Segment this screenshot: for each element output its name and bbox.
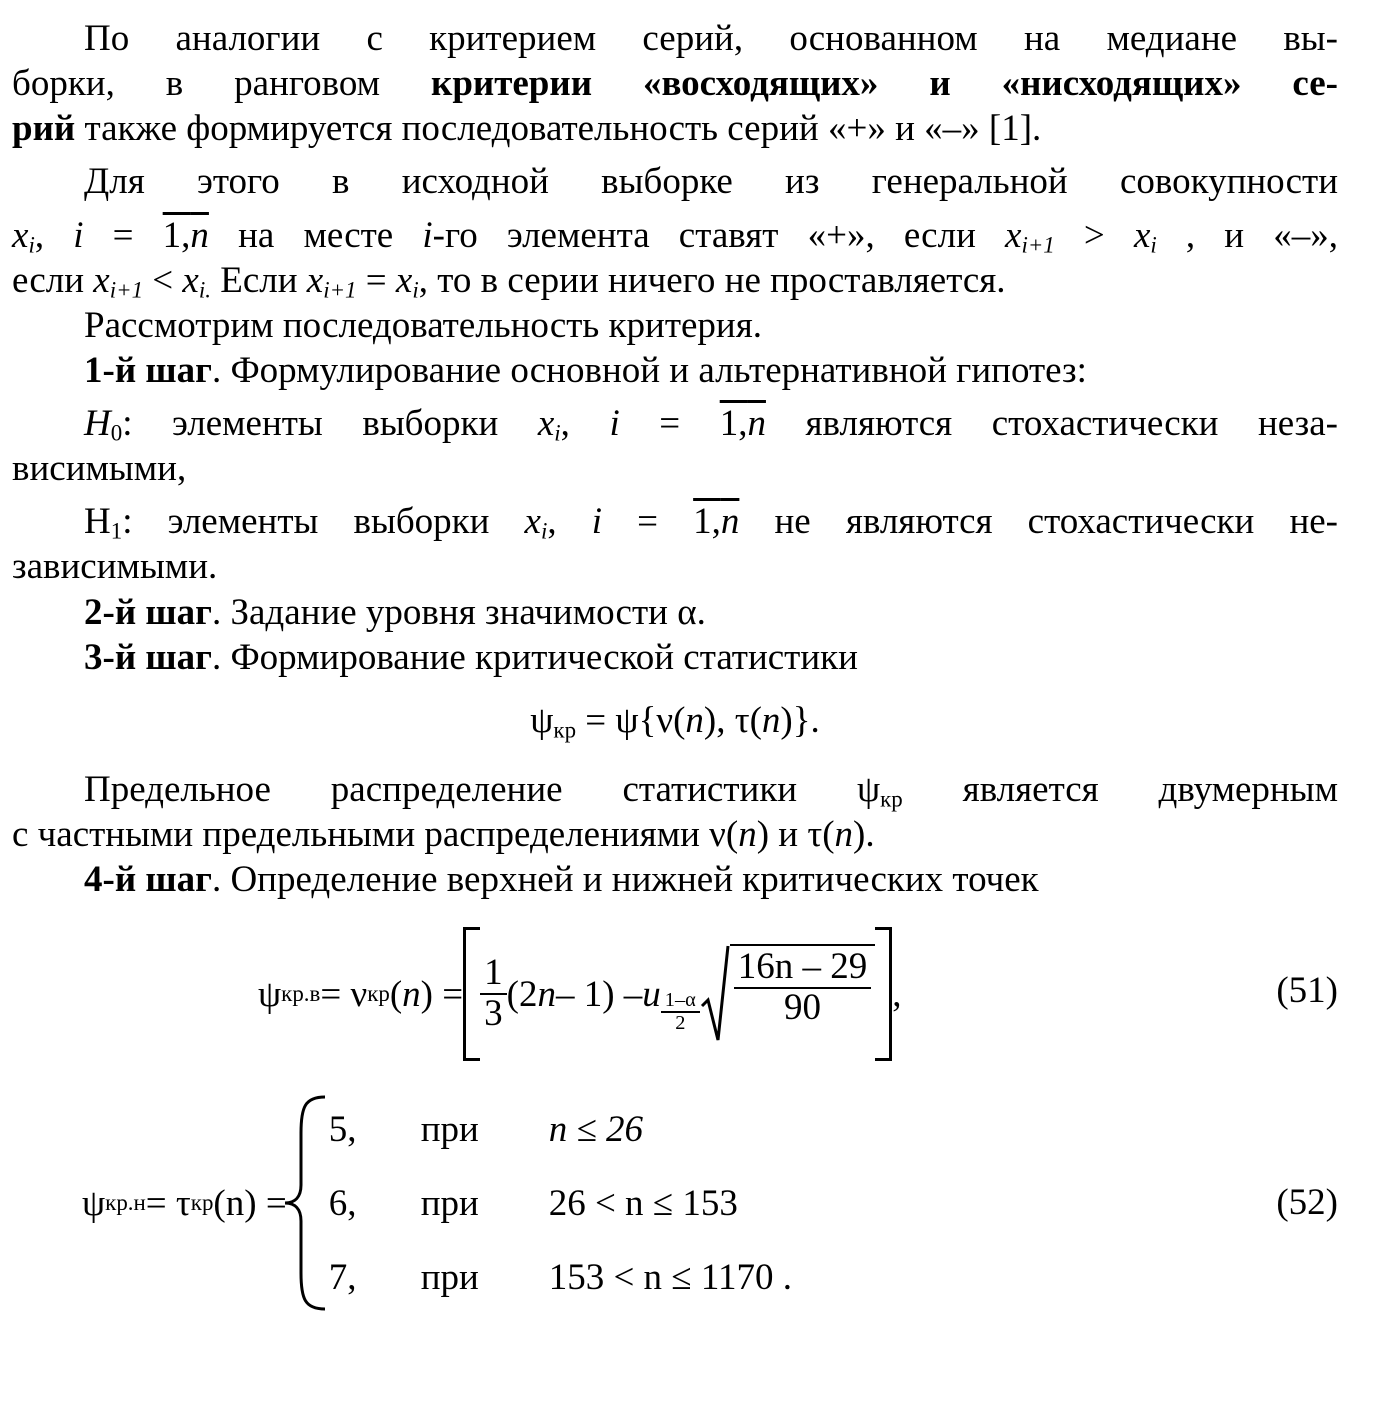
bold-term-end: рий [12,108,76,150]
radical-sign-icon [700,944,730,1044]
step-4: 4-й шаг. Определение верхней и нижней критических точек [84,859,1039,901]
case-row: 7, при 153 < n ≤ 1170 . [328,1256,792,1298]
equation-number-51: (51) [1276,970,1338,1012]
paragraph-2-line-1: Для этого в исходной выборке из генеральной совокупности [84,161,1338,203]
bold-term: критерии «восходящих» и «нисходящих» се- [431,63,1339,105]
hypothesis-h0-line-1: $H_0$: элементы выборки $x_i$, i = 1,n являются стохастически неза- [84,403,1338,446]
equation-52 [12,1088,1338,1318]
step-2: 2-й шаг. Задание уровня значимости α. [84,591,706,633]
cases-table [329,1092,792,1314]
range-notation: 1,n [719,403,766,444]
right-bracket [875,927,892,1061]
case-row: 6, при 26 < n ≤ 153 [328,1182,738,1224]
paragraph-2-line-2: $x_i$, i = 1,n на месте i-го элемента ставят «+», если $x_{i+1} > x_i$ , и «–», [12,214,1339,258]
hypothesis-h0-line-2: висимыми, [12,448,187,490]
paragraph-1-line-2: борки, в ранговом критерии «восходящих» и «нисходящих» се- [12,63,1339,105]
paragraph-4-line-1: Предельное распределение статистики $\psi_{кр}$ является двумерным [84,768,1338,812]
equation-51-body: ψ кр.в = ν кр ( n ) = $\frac{1}{3}$ (2 n – 1) – u $\frac{1-\alpha}{2}$ $\frac{16n - 29}{90}$ , [258,924,902,1064]
left-bracket [463,927,480,1061]
step-2-label: 2-й шаг [84,591,212,633]
equation-51 [12,924,1338,1074]
formula-psi-kr: $\psi_{кр} = \psi\{\nu(n)$, τ(n)}. [530,699,820,743]
step-3-label: 3-й шаг [84,636,212,678]
step-1: 1-й шаг. Формулирование основной и альтернативной гипотез: [84,349,1087,391]
equation-52-body: ψ кр.н = τ кр (n) = 5, при n ≤ 26 6, при 26 < n ≤ 153 7, при 153 < n ≤ 1170 . [82,1088,792,1318]
equation-number-52: (52) [1276,1182,1338,1224]
range-notation: 1,n [693,501,740,543]
hypothesis-h1-line-2: зависимыми. [12,546,218,588]
paragraph-4-line-2: с частными предельными распределениями ν(n) и τ(n). [12,814,875,855]
curly-brace-icon [283,1093,329,1313]
step-4-label: 4-й шаг [84,859,212,901]
case-row: 5, при n ≤ 26 [328,1108,643,1150]
paragraph-3: Рассмотрим последовательность критерия. [84,304,762,346]
fraction-one-third: $\frac{1}{3}$ [480,954,507,1034]
range-notation: 1,n [162,214,209,256]
u-subscript: $\frac{1-\alpha}{2}$ [661,990,700,1035]
step-1-label: 1-й шаг [84,349,212,391]
paragraph-1-line-1: По аналогии с критерием серий, основанном на медиане вы- [84,18,1338,59]
paragraph-2-line-3: если $x_{i+1} < x_{i.}$ Если $x_{i+1} = x_i$, то в серии ничего не проставляется. [12,259,1006,303]
hypothesis-h1-line-1: $H_1$: элементы выборки $x_i$, i = 1,n не являются стохастически не- [84,501,1338,544]
square-root: $\frac{16n - 29}{90}$ [700,944,876,1044]
step-3: 3-й шаг. Формирование критической статистики [84,636,858,678]
paragraph-1-line-3: рий также формируется последовательность серий «+» и «–» [1]. [12,108,1042,150]
